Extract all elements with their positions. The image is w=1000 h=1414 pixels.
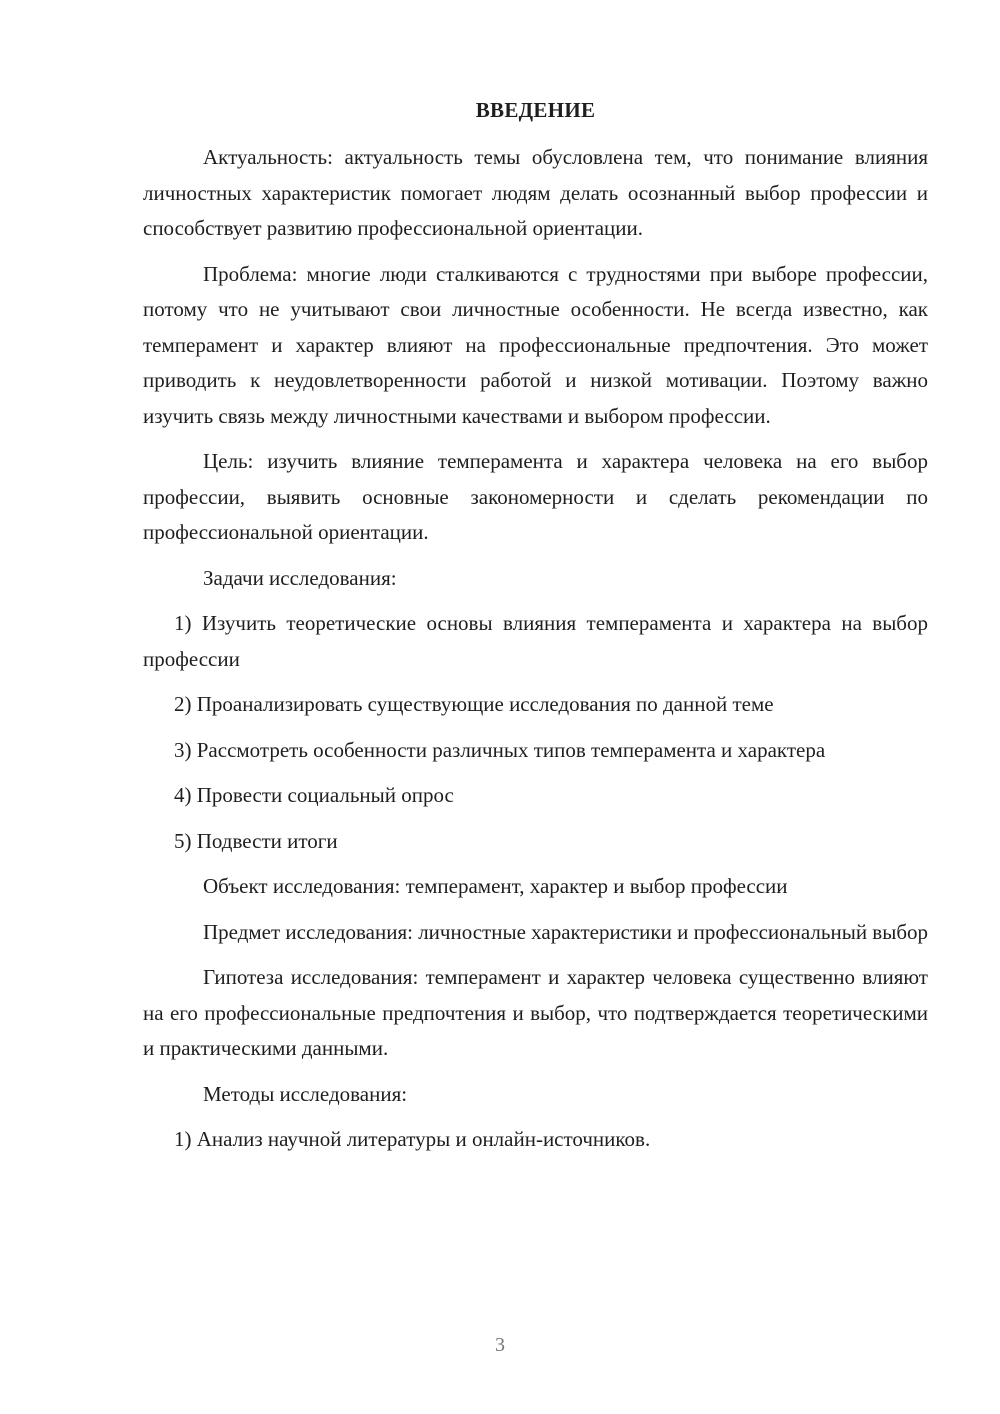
paragraph-goal: Цель: изучить влияние темперамента и характера человека на его выбор профессии, выявить основные закономерности и сделать рекомендации по профессиональной ориентации. <box>143 449 928 544</box>
list-item-task-4: 4) Провести социальный опрос <box>174 783 454 807</box>
paragraph-object: Объект исследования: темперамент, характер и выбор профессии <box>203 874 788 898</box>
section-title: ВВЕДЕНИЕ <box>475 98 596 122</box>
paragraph-relevance: Актуальность: актуальность темы обусловлена тем, что понимание влияния личностных характеристик помогает людям делать осознанный выбор профессии и способствует развитию профессиональной ориентации. <box>143 145 928 240</box>
paragraph-problem: Проблема: многие люди сталкиваются с трудностями при выборе профессии, потому что не учитывают свои личностные особенности. Не всегда известно, как темперамент и характер влияют на профессиональные предпочтения. Это может приводить к неудовлетворенности работой и низкой мотивации. Поэтому важно изучить связь между личностными качествами и выбором профессии. <box>143 261 928 428</box>
paragraph-subject: Предмет исследования: личностные характеристики и профессиональный выбор <box>203 919 929 944</box>
list-item-method-1: 1) Анализ научной литературы и онлайн-источников. <box>174 1127 651 1151</box>
document-page <box>143 95 928 1168</box>
list-item-task-5: 5) Подвести итоги <box>174 828 338 853</box>
paragraph-tasks-heading: Задачи исследования: <box>203 565 397 590</box>
list-item-task-1: 1) Изучить теоретические основы влияния темперамента и характера на выбор профессии <box>143 611 928 671</box>
paragraph-hypothesis: Гипотеза исследования: темперамент и характер человека существенно влияют на его профессиональные предпочтения и выбор, что подтверждается теоретическими и практическими данными. <box>143 965 928 1060</box>
list-item-task-2: 2) Проанализировать существующие исследования по данной теме <box>174 692 774 716</box>
list-item-task-3: 3) Рассмотреть особенности различных типов темперамента и характера <box>174 737 826 762</box>
page-number: 3 <box>495 1334 505 1356</box>
paragraph-methods-heading: Методы исследования: <box>203 1081 408 1106</box>
